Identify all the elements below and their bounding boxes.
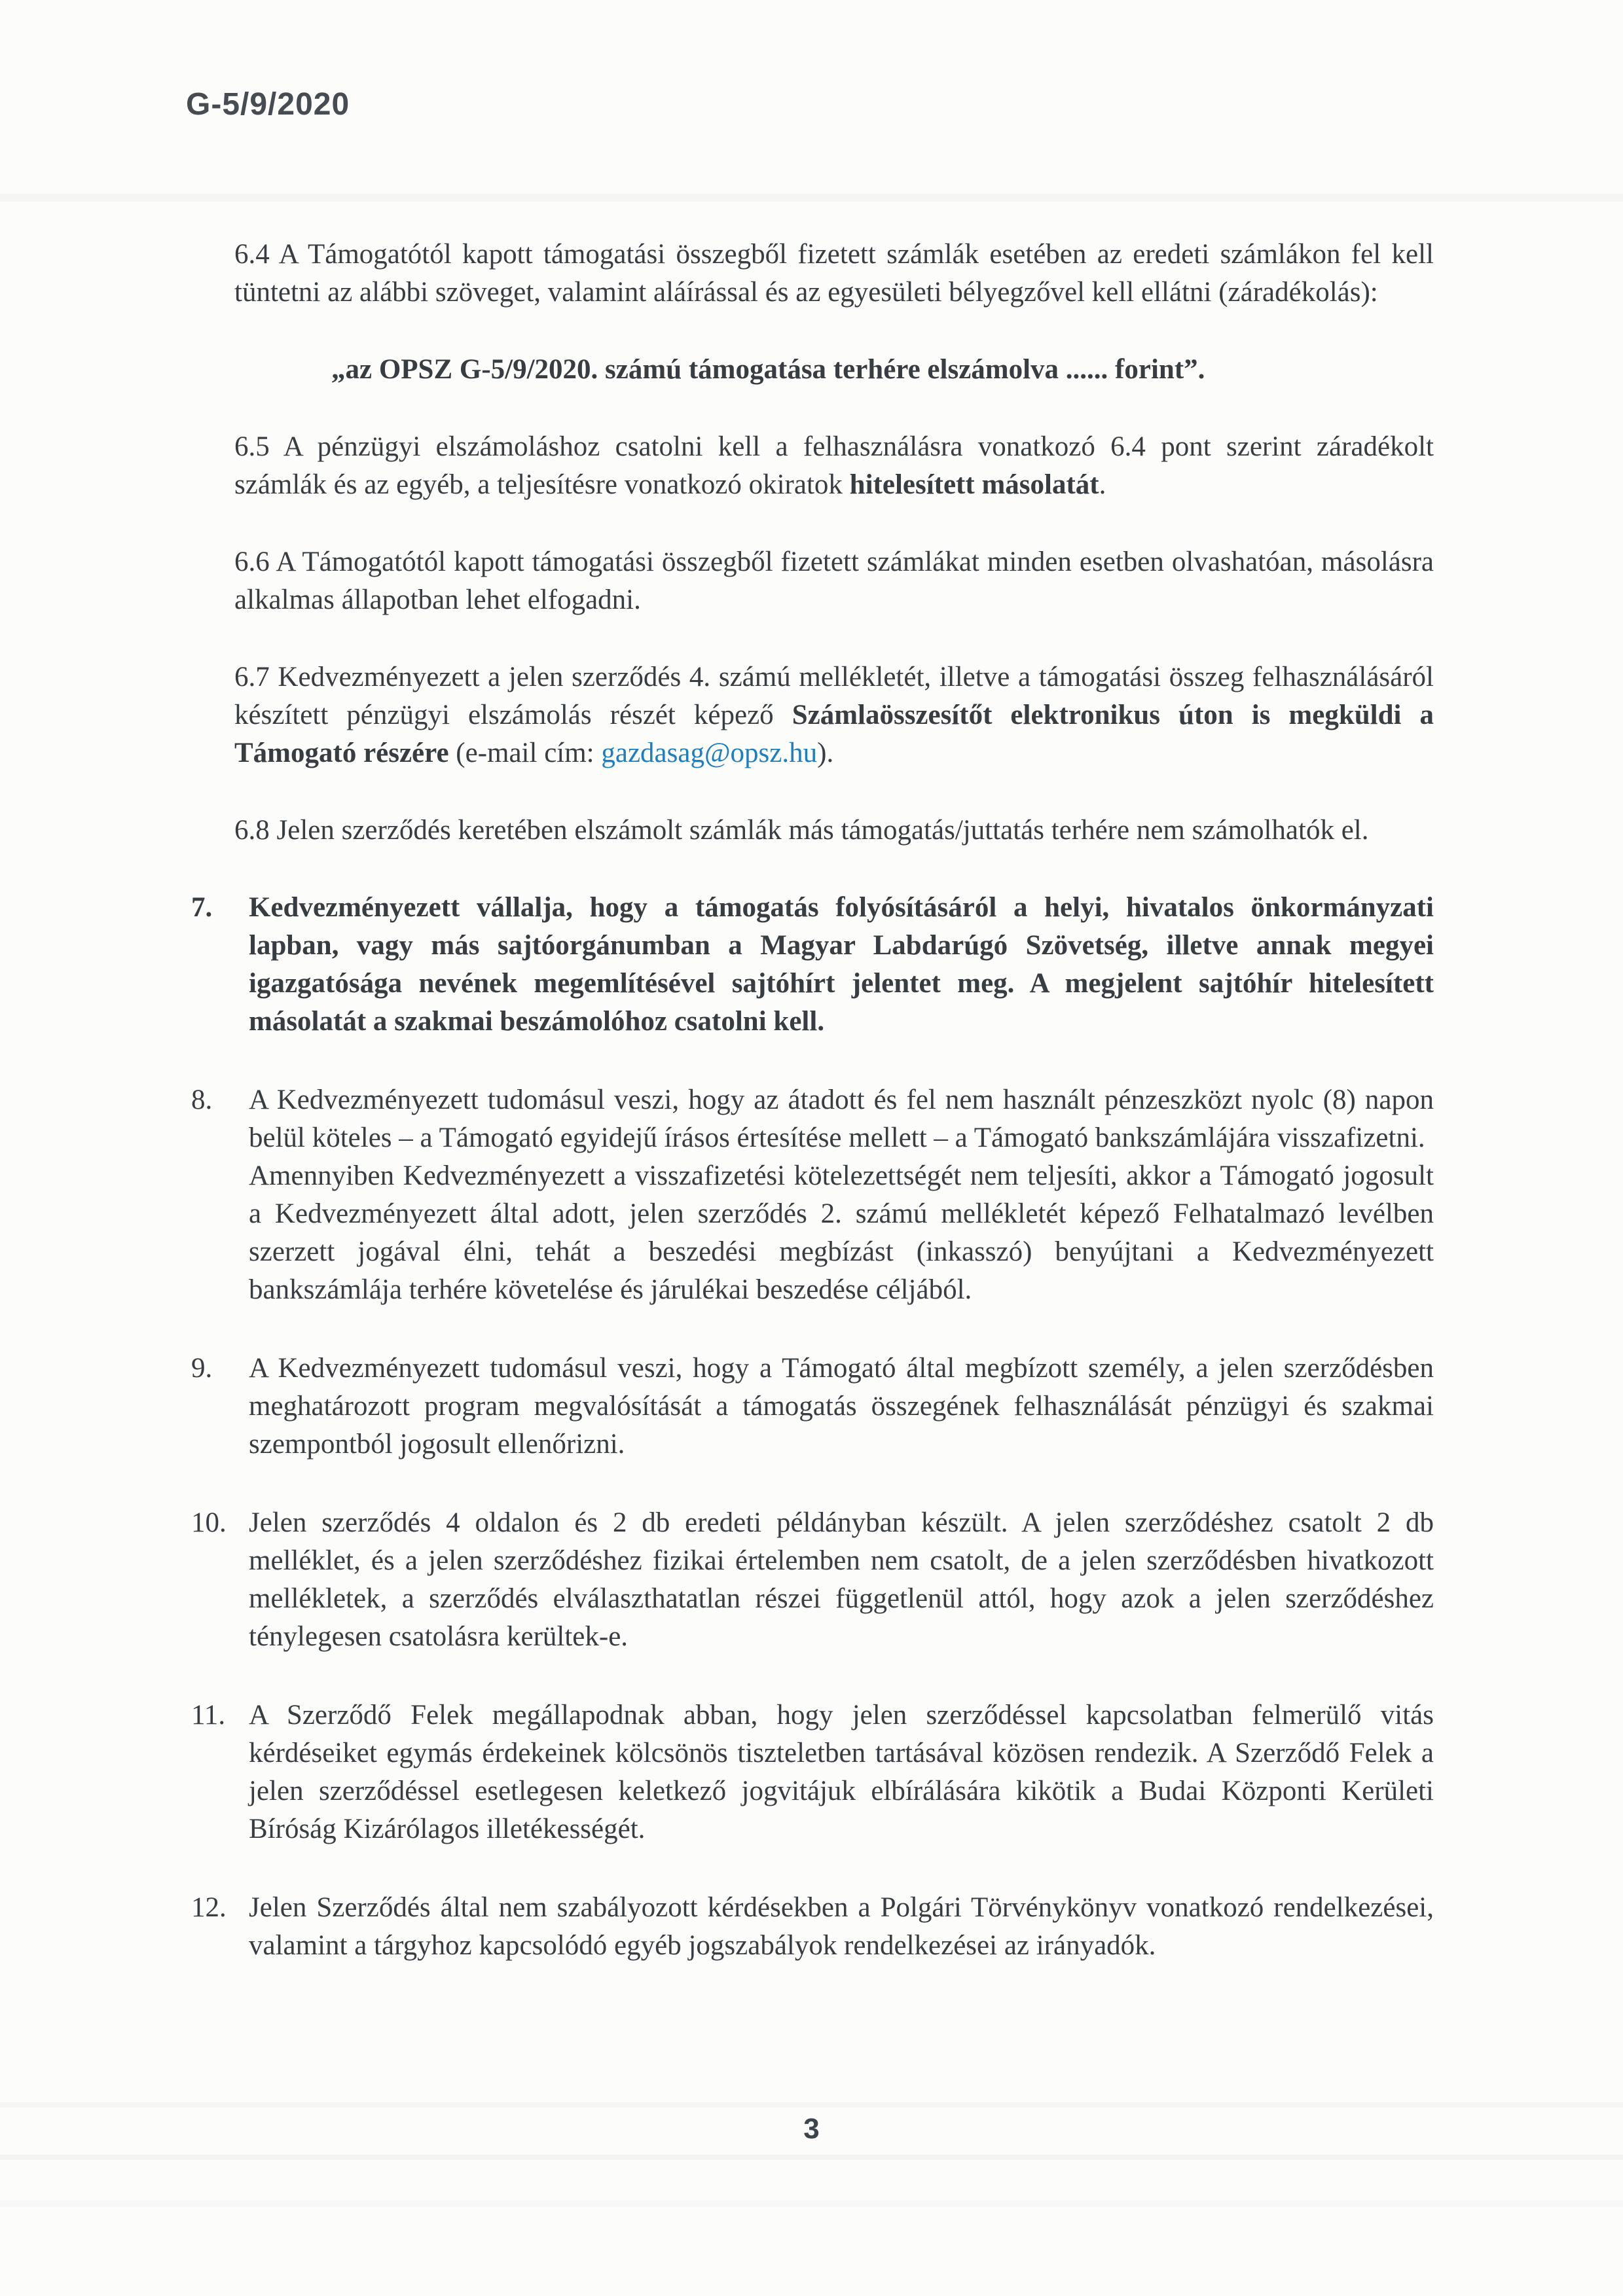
email-link[interactable]: gazdasag@opsz.hu [601,738,818,768]
item-body [249,1504,1434,1656]
section-6-5-bold: hitelesített másolatát [849,469,1099,500]
section-6-7 [234,658,1434,772]
section-6-5 [234,428,1434,504]
section-6-4: 6.4 A Támogatótól kapott támogatási összegből fizetett számlák esetében az eredeti számlákon fel kell tüntetni az alábbi szöveget, valamint aláírással és az egyesületi bélyegzővel kell ellátni (záradékolás): [234,239,1434,308]
scan-artifact [0,194,1623,202]
section-6-5-period: . [1099,469,1106,500]
item-text: Amennyiben Kedvezményezett a visszafizetési kötelezettségét nem teljesíti, akkor a Támogató jogosult a Kedvezményezett által adott, jelen szerződés 2. számú mellékletét képező Felhatalmazó levélben szerzett jogával élni, tehát a beszedési megbízást (inkasszó) benyújtani a Kedvezményezett bankszámlája terhére követelése és járulékai beszedése céljából. [249,1160,1434,1305]
page-number: 3 [803,2113,820,2145]
list-item-11 [191,1696,1434,1848]
section-6-8: 6.8 Jelen szerződés keretében elszámolt számlák más támogatás/juttatás terhére nem számolhatók el. [234,815,1369,846]
section-6-7-text: 6.7 Kedvezményezett a jelen szerződés 4. számú mellékletét, illetve a támogatási összeg felhasználásáról készített pénzügyi elszámolás részét képező [234,662,1434,730]
list-item-9 [191,1350,1434,1463]
item-body [249,1350,1434,1463]
section-6-5-text: 6.5 A pénzügyi elszámoláshoz csatolni kell a felhasználásra vonatkozó 6.4 pont szerint záradékolt számlák és az egyéb, a teljesítésre vonatkozó okiratok [234,431,1434,500]
list-item-8 [191,1081,1434,1309]
document-number: G-5/9/2020 [186,87,350,122]
contract-body [191,236,1434,1965]
item-body [249,1889,1434,1965]
item-text: A Kedvezményezett tudomásul veszi, hogy az átadott és fel nem használt pénzeszközt nyolc (8) napon belül köteles – a Támogató egyidejű írásos értesítése mellett – a Támogató bankszámlájára visszafizetni. [249,1085,1434,1153]
item-body [249,1081,1434,1309]
section-6-6: 6.6 A Támogatótól kapott támogatási összegből fizetett számlákat minden esetben olvashatóan, másolásra alkalmas állapotban lehet elfogadni. [234,547,1434,615]
item-text: Jelen Szerződés által nem szabályozott kérdésekben a Polgári Törvénykönyv vonatkozó rendelkezései, valamint a tárgyhoz kapcsolódó egyéb jogszabályok rendelkezései az irányadók. [249,1892,1434,1961]
item-number: 8. [191,1085,213,1115]
section-6-7-close: ). [817,738,834,768]
item-number: 12. [191,1892,227,1923]
scan-artifact [0,2155,1623,2160]
item-number: 7. [191,892,213,923]
item-text: Jelen szerződés 4 oldalon és 2 db eredeti példányban készült. A jelen szerződéshez csatolt 2 db melléklet, és a jelen szerződéshez fizikai értelemben nem csatolt, de a jelen szerződésben hivatkozott mellékletek, a szerződés elválaszthatatlan részei függetlenül attól, hogy azok a jelen szerződéshez ténylegesen csatolásra kerültek-e. [249,1507,1434,1652]
item-text: A Kedvezményezett tudomásul veszi, hogy a Támogató által megbízott személy, a jelen szerződésben meghatározott program megvalósítását a támogatás összegének felhasználását pénzügyi és szakmai szempontból jogosult ellenőrizni. [249,1353,1434,1460]
scan-artifact [0,2102,1623,2108]
item-number: 10. [191,1507,227,1538]
section-6-7-bold: Számlaösszesítőt elektronikus úton is megküldi a Támogató részére [234,700,1434,768]
item-number: 11. [191,1700,226,1731]
item-number: 9. [191,1353,213,1384]
list-item-10 [191,1504,1434,1656]
scan-artifact [0,2200,1623,2207]
item-text: A Szerződő Felek megállapodnak abban, hogy jelen szerződéssel kapcsolatban felmerülő vitás kérdéseiket egymás érdekeinek kölcsönös tiszteletben tartásával közösen rendezik. A Szerződő Felek a jelen szerződéssel esetlegesen keletkező jogvitájuk elbírálására kikötik a Budai Központi Kerületi Bíróság Kizárólagos illetékességét. [249,1700,1434,1844]
list-item-12 [191,1889,1434,1965]
item-body [249,1696,1434,1848]
item-body [249,889,1434,1041]
list-item-7 [191,889,1434,1041]
section-6-7-email-label: (e-mail cím: [448,738,602,768]
item-text: Kedvezményezett vállalja, hogy a támogatás folyósításáról a helyi, hivatalos önkormányzati lapban, vagy más sajtóorgánumban a Magyar Labdarúgó Szövetség, illetve annak megyei igazgatósága nevének megemlítésével sajtóhírt jelentet meg. A megjelent sajtóhír hitelesített másolatát a szakmai beszámolóhoz csatolni kell. [249,892,1434,1037]
clause-quote: „az OPSZ G-5/9/2020. számú támogatása terhére elszámolva ...... forint”. [331,354,1205,385]
